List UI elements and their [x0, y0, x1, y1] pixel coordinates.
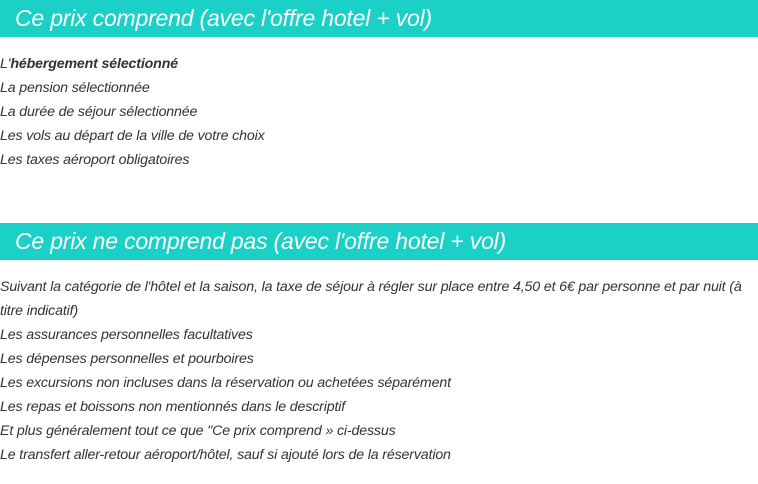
- list-item: Les assurances personnelles facultatives: [0, 327, 253, 343]
- list-item: Les excursions non incluses dans la réservation ou achetées séparément: [0, 375, 451, 391]
- included-list: [0, 52, 758, 172]
- list-item: Les taxes aéroport obligatoires: [0, 152, 190, 168]
- list-item: [0, 52, 758, 76]
- list-item-prefix: L': [0, 56, 11, 72]
- list-item: Le transfert aller-retour aéroport/hôtel, sauf si ajouté lors de la réservation: [0, 447, 451, 463]
- list-item-emphasis: hébergement sélectionné: [10, 56, 178, 72]
- list-item: Suivant la catégorie de l'hôtel et la saison, la taxe de séjour à régler sur place entre 4,50 et 6€ par personne et par nuit (à titre indicatif): [0, 279, 742, 319]
- list-item: Et plus généralement tout ce que "Ce prix comprend » ci-dessus: [0, 423, 396, 439]
- excluded-list: [0, 275, 758, 467]
- list-item: La pension sélectionnée: [0, 80, 150, 96]
- list-item: La durée de séjour sélectionnée: [0, 104, 198, 120]
- included-section-title: Ce prix comprend (avec l'offre hotel + vol): [0, 0, 758, 37]
- list-item: Les repas et boissons non mentionnés dans le descriptif: [0, 399, 346, 415]
- excluded-section-title: Ce prix ne comprend pas (avec l'offre hotel + vol): [0, 223, 758, 260]
- list-item: Les dépenses personnelles et pourboires: [0, 351, 254, 367]
- list-item: Les vols au départ de la ville de votre choix: [0, 128, 265, 144]
